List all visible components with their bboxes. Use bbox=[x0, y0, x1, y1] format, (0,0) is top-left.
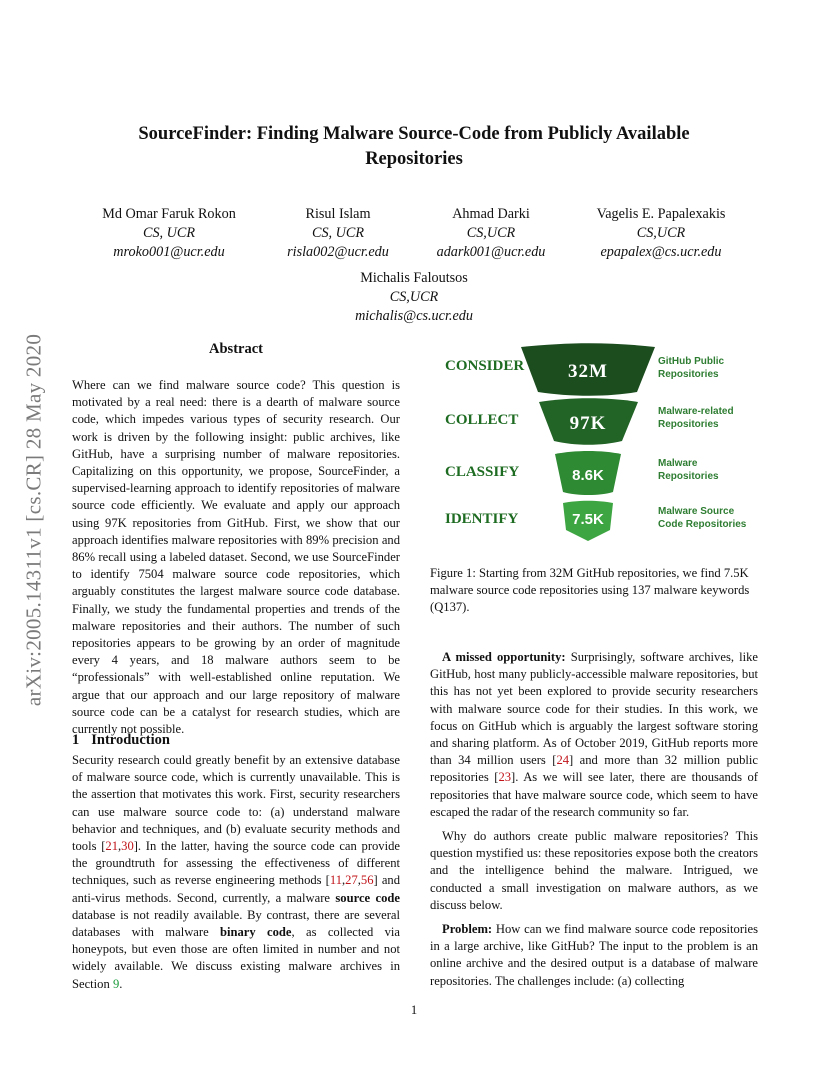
author-block bbox=[571, 205, 751, 262]
intro-body bbox=[72, 752, 400, 993]
citation-link[interactable]: 27 bbox=[345, 873, 358, 888]
section-title: Introduction bbox=[91, 732, 170, 748]
funnel-figure bbox=[430, 340, 760, 550]
right-column-body bbox=[430, 649, 758, 990]
author-email: adark001@ucr.edu bbox=[436, 244, 546, 260]
citation-link[interactable]: 11 bbox=[329, 873, 343, 888]
stage-value: 7.5K bbox=[572, 511, 604, 528]
author-block bbox=[79, 205, 259, 262]
stage-label: IDENTIFY bbox=[445, 511, 519, 527]
author-email: michalis@cs.ucr.edu bbox=[355, 308, 473, 324]
author-email: risla002@ucr.edu bbox=[287, 244, 389, 260]
funnel-stage-classify bbox=[445, 451, 719, 495]
author-affiliation: CS,UCR bbox=[389, 289, 439, 305]
title-line-2: Repositories bbox=[365, 149, 463, 169]
title-line-1: SourceFinder: Finding Malware Source-Code from Publicly Available bbox=[138, 124, 690, 144]
author-affiliation: CS,UCR bbox=[466, 225, 516, 241]
citation-link[interactable]: 24 bbox=[556, 753, 570, 768]
stage-label: COLLECT bbox=[445, 412, 519, 428]
citation-link[interactable]: 21 bbox=[105, 839, 118, 854]
author-affiliation: CS, UCR bbox=[142, 225, 196, 241]
stage-label: CONSIDER bbox=[445, 358, 525, 374]
funnel-stage-identify bbox=[445, 501, 747, 541]
author-affiliation: CS,UCR bbox=[636, 225, 686, 241]
arxiv-sidebar bbox=[14, 270, 54, 770]
citation-link[interactable]: 23 bbox=[498, 770, 512, 785]
stage-description: Malware Repositories bbox=[658, 458, 719, 482]
stage-description: Malware-related Repositories bbox=[658, 406, 734, 430]
citation-link[interactable]: 30 bbox=[121, 839, 134, 854]
author-email: mroko001@ucr.edu bbox=[113, 244, 225, 260]
stage-value: 97K bbox=[569, 413, 607, 434]
author-block bbox=[324, 269, 504, 326]
funnel-stage-consider bbox=[445, 343, 727, 396]
abstract-heading: Abstract bbox=[209, 341, 263, 357]
intro-paragraph: Security research could greatly benefit by an extensive database of malware source code, which is currently unavailable. This is the assertion that motivates this work. First, security researchers can use malware source code to: (a) understand malware behavior and techniques, and (b) evaluate security methods and tools [21,30]. In the latter, having the source code can provide the groundtruth for assessing the effectiveness of different techniques, such as reverse engineering methods [11,27,56] and anti-virus methods. Second, currently, a malware source code database is not readily available. By contrast, there are several databases with malware binary code, as collected via honeypots, but even those are often limited in number and not widely available. We discuss existing malware archives in Section 9. bbox=[72, 753, 401, 991]
stage-description: Malware Source Code Repositories bbox=[658, 506, 747, 530]
page-number: 1 bbox=[410, 1003, 418, 1017]
citation-link[interactable]: 56 bbox=[360, 873, 374, 888]
author-email: epapalex@cs.ucr.edu bbox=[600, 244, 722, 260]
stage-value: 32M bbox=[568, 361, 608, 382]
author-name: Risul Islam bbox=[305, 206, 371, 222]
author-name: Ahmad Darki bbox=[452, 206, 530, 222]
paper-title bbox=[100, 122, 728, 172]
paragraph-why: Why do authors create public malware repositories? This question mystified us: these repositories expose both the creators and the intelligence behind the malware. Intrigued, we conducted a small investigation on malware authors, as we discuss below. bbox=[430, 829, 758, 912]
stage-label: CLASSIFY bbox=[445, 464, 520, 480]
paragraph-problem: Problem: How can we find malware source code repositories in a large archive, like GitHub? The input to the problem is an online archive and the desired output is a database of malware repositories. The challenges include: (a) collecting bbox=[430, 922, 758, 988]
author-name: Vagelis E. Papalexakis bbox=[596, 206, 726, 222]
author-name: Michalis Faloutsos bbox=[360, 270, 468, 286]
figure-caption: Figure 1: Starting from 32M GitHub repositories, we find 7.5K malware source code repositories using 137 malware keywords (Q137). bbox=[430, 566, 750, 615]
section-heading bbox=[72, 732, 170, 749]
paragraph-missed-opportunity: A missed opportunity: Surprisingly, software archives, like GitHub, host many publicly-accessible malware repositories, but this has not yet been explored to provide security researchers with malware source code for their studies. In this work, we focus on GitHub which is arguably the largest software storing and sharing platform. As of October 2019, GitHub reports more than 34 million users [24] and more than 32 million public repositories [23]. As we will see later, there are thousands of repositories that have malware source code, which seem to have escaped the radar of the research community so far. bbox=[430, 650, 758, 819]
section-link[interactable]: 9 bbox=[112, 976, 120, 991]
author-name: Md Omar Faruk Rokon bbox=[102, 206, 236, 222]
arxiv-identifier: arXiv:2005.14311v1 [cs.CR] 28 May 2020 bbox=[21, 333, 46, 707]
stage-value: 8.6K bbox=[572, 467, 604, 484]
stage-description: GitHub Public Repositories bbox=[658, 356, 725, 380]
funnel-stage-collect bbox=[445, 398, 736, 445]
author-affiliation: CS, UCR bbox=[311, 225, 365, 241]
abstract-body bbox=[72, 377, 400, 738]
section-number: 1 bbox=[72, 732, 80, 748]
abstract-text: Where can we find malware source code? This question is motivated by a real need: there is a dearth of malware source code, which impedes various types of security research. Our work is driven by the following insight: public archives, like GitHub, have a surprising number of malware repositories. Capitalizing on this opportunity, we propose, SourceFinder, a supervised-learning approach to identify repositories of malware source code efficiently. We evaluate and apply our approach using 97K repositories from GitHub. First, we show that our approach identifies malware repositories with 89% precision and 86% recall using a labeled dataset. Second, we use SourceFinder to identify 7504 malware source code repositories, which arguably constitutes the largest malware source code database. Finally, we study the fundamental properties and trends of the malware repositories and their authors. The number of such repositories appears to be growing by an order of magnitude every 4 years, and 18 malware authors seem to be “professionals” with well-established online reputation. We argue that our approach and our large repository of malware source code can be a catalyst for research studies, which are currently not possible. bbox=[72, 378, 400, 737]
author-block bbox=[401, 205, 581, 262]
